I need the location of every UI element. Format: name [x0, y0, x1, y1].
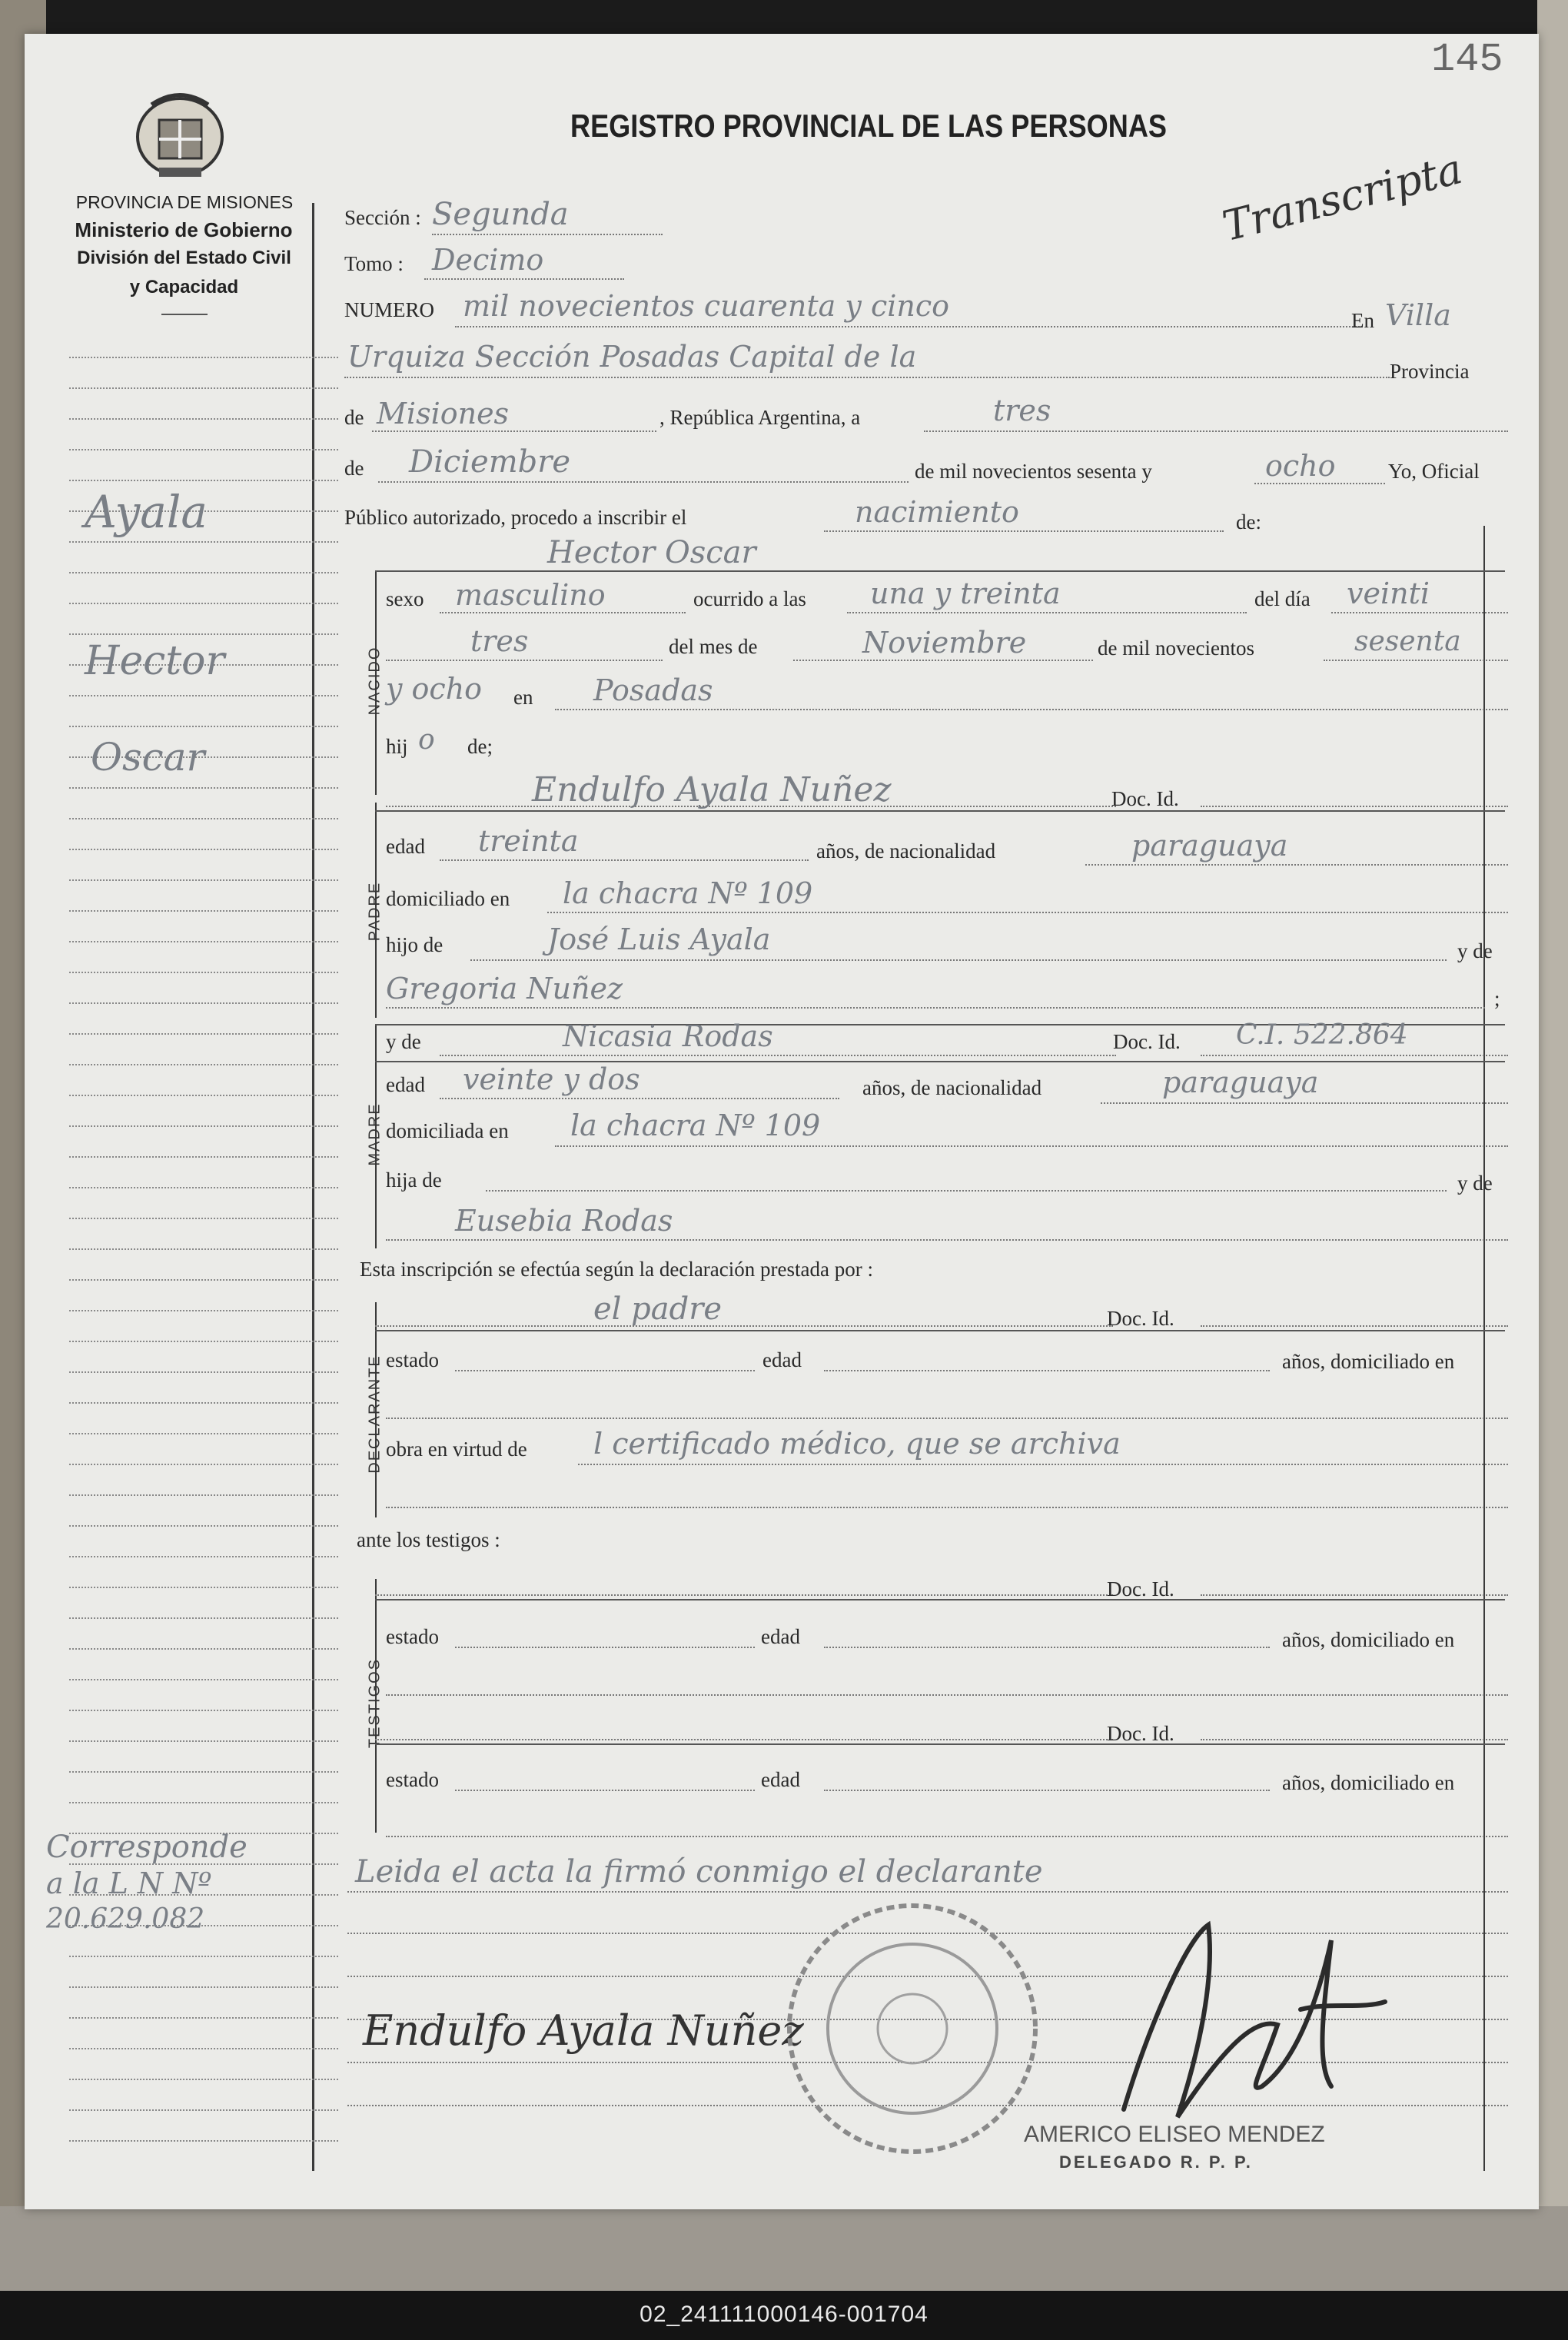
hora-value: una y treinta	[870, 577, 1061, 610]
en-value: Villa	[1385, 298, 1451, 332]
official-seal-icon	[778, 1894, 1047, 2163]
mil-sesenta-label: de mil novecientos sesenta y	[915, 460, 1152, 483]
margin-note-1: Corresponde	[46, 1830, 247, 1865]
margin-rule	[69, 1125, 338, 1127]
official-role: DELEGADO R. P. P.	[1059, 2152, 1253, 2172]
obra-line	[578, 1464, 1508, 1465]
book-edge-right	[1537, 0, 1568, 2275]
margin-rule	[69, 1556, 338, 1557]
declarante-edad-line	[824, 1370, 1270, 1371]
de-label: de	[344, 406, 364, 429]
margin-rule	[69, 1771, 338, 1773]
padre-nac-value: paraguaya	[1131, 829, 1288, 863]
margin-rule	[69, 1002, 338, 1004]
testigo1-edad-line	[824, 1647, 1270, 1648]
testigo2-dom-label: años, domiciliado en	[1282, 1771, 1455, 1794]
margin-rule	[69, 2048, 338, 2049]
margin-rule	[69, 1525, 338, 1527]
padre-padre-line	[470, 959, 1447, 961]
closing-line-1	[347, 1891, 1508, 1893]
acto-value: nacimiento	[855, 495, 1019, 529]
margin-rule	[69, 1956, 338, 1957]
mil-nov-label: de mil novecientos	[1098, 637, 1254, 660]
de-semicolon-label: de;	[467, 735, 493, 758]
dia-value: tres	[993, 394, 1051, 427]
testigo1-doc-line	[1201, 1594, 1508, 1596]
madre-nombre-value: Nicasia Rodas	[563, 1019, 773, 1053]
margin-rule	[69, 1648, 338, 1650]
margin-rule	[69, 2109, 338, 2111]
sexo-label: sexo	[386, 587, 424, 610]
dia-line	[924, 430, 1508, 432]
padre-semicolon: ;	[1494, 987, 1500, 1010]
division-label: División del Estado Civil	[77, 248, 291, 268]
margin-rule	[69, 1341, 338, 1342]
declarante-edad-label: edad	[762, 1348, 802, 1371]
en-label: En	[1351, 309, 1374, 332]
margin-rule	[69, 1679, 338, 1680]
header-underline	[161, 314, 208, 315]
testigo2-edad-line	[824, 1790, 1270, 1791]
republica-label: , República Argentina, a	[659, 406, 861, 429]
margin-rule	[69, 1187, 338, 1188]
declarante-signature: Endulfo Ayala Nuñez	[363, 2006, 804, 2055]
tomo-label: Tomo :	[344, 252, 404, 275]
image-id-label: 02_241111000146-001704	[639, 2302, 929, 2327]
madre-y-de2-label: y de	[1457, 1172, 1493, 1195]
margin-rule	[69, 1617, 338, 1619]
provincia-label: Provincia	[1390, 360, 1470, 383]
margin-rule	[69, 1033, 338, 1035]
margin-rule	[69, 1156, 338, 1158]
lugar-value: Urquiza Sección Posadas Capital de la	[347, 340, 917, 374]
de-colon-label: de:	[1236, 510, 1261, 533]
padre-padre-value: José Luis Ayala	[547, 922, 771, 956]
anio-nac-line	[1324, 660, 1508, 661]
padre-nombre-value: Endulfo Ayala Nuñez	[532, 770, 892, 809]
nombre-line	[375, 570, 1505, 572]
margin-rule	[69, 1279, 338, 1281]
margin-rule	[69, 1433, 338, 1434]
margin-rule	[69, 879, 338, 881]
margin-note-3: 20.629.082	[46, 1903, 205, 1935]
registry-page	[25, 34, 1539, 2209]
hijo-label: hij	[386, 735, 408, 758]
testigo1-dom-label: años, domiciliado en	[1282, 1628, 1455, 1651]
padre-dom-line	[547, 912, 1508, 913]
del-mes-label: del mes de	[669, 635, 758, 658]
margin-rule	[69, 818, 338, 819]
testigo2-doc-label: Doc. Id.	[1107, 1722, 1174, 1745]
testigo1-edad-label: edad	[761, 1625, 800, 1648]
margin-rule	[69, 1218, 338, 1219]
book-edge-bottom	[0, 2206, 1568, 2291]
seccion-line	[432, 234, 663, 235]
declarante-top-rule	[375, 1330, 1505, 1331]
madre-nac-value: paraguaya	[1162, 1065, 1319, 1099]
tomo-line	[424, 278, 624, 280]
margin-note-2: a la L N Nº	[46, 1866, 212, 1900]
page-number: 145	[1431, 37, 1503, 82]
madre-dom-label: domiciliada en	[386, 1119, 509, 1142]
testigo1-estado-line	[455, 1647, 755, 1648]
margin-rule	[69, 941, 338, 942]
testigo2-name-line	[375, 1739, 1113, 1740]
obra-label: obra en virtud de	[386, 1438, 527, 1461]
padre-edad-value: treinta	[478, 824, 579, 858]
testigo1-top-rule	[375, 1599, 1505, 1600]
ministry-label: Ministerio de Gobierno	[75, 218, 293, 241]
declarante-doc-line	[1201, 1325, 1508, 1327]
margin-rule	[69, 1064, 338, 1065]
padre-top-rule	[375, 810, 1505, 812]
anio-value: ocho	[1265, 449, 1336, 483]
madre-madre-value: Eusebia Rodas	[455, 1204, 673, 1238]
madre-dom-line	[555, 1145, 1508, 1147]
publico-label: Público autorizado, procedo a inscribir el	[344, 506, 687, 529]
madre-edad-label: edad	[386, 1073, 425, 1096]
declarante-extra-line	[386, 1418, 1508, 1419]
testigo2-extra-line	[386, 1836, 1508, 1837]
document-title: REGISTRO PROVINCIAL DE LAS PERSONAS	[570, 108, 1168, 144]
margin-rule	[69, 1310, 338, 1311]
margin-rule	[69, 1464, 338, 1465]
lugar-nac-value: Posadas	[593, 673, 713, 707]
margin-rule	[69, 603, 338, 604]
tomo-value: Decimo	[432, 243, 544, 277]
seccion-label: Sección :	[344, 206, 421, 229]
madre-hija-de-label: hija de	[386, 1168, 442, 1192]
testigo1-doc-label: Doc. Id.	[1107, 1577, 1174, 1600]
lugar-nac-line	[555, 709, 1508, 710]
margin-rule	[69, 1402, 338, 1404]
padre-y-de-label: y de	[1457, 939, 1493, 962]
anio-line	[1254, 483, 1385, 484]
madre-nombre-line	[440, 1055, 1116, 1056]
madre-edad-line	[440, 1098, 839, 1099]
ocurrido-label: ocurrido a las	[693, 587, 806, 610]
mes-value: Diciembre	[409, 444, 571, 480]
testigo2-top-rule	[375, 1743, 1505, 1745]
margin-surname: Ayala	[85, 486, 208, 538]
madre-doc-value: C.I. 522.864	[1236, 1019, 1408, 1051]
testigo2-doc-line	[1201, 1739, 1508, 1740]
dia-nac-line	[1331, 612, 1508, 613]
margin-rule	[69, 1587, 338, 1588]
margin-rule	[69, 1986, 338, 1988]
numero-label: NUMERO	[344, 298, 435, 321]
testigo1-estado-label: estado	[386, 1625, 439, 1648]
padre-madre-value: Gregoria Nuñez	[386, 972, 623, 1005]
padre-hijo-de-label: hijo de	[386, 933, 443, 956]
padre-nac-line	[1085, 864, 1508, 866]
coat-of-arms-icon	[128, 81, 232, 185]
margin-rule	[69, 572, 338, 573]
margin-rule	[69, 449, 338, 450]
province-label: PROVINCIA DE MISIONES	[75, 192, 294, 212]
sexo-line	[440, 612, 686, 613]
margin-rule	[69, 695, 338, 696]
dia-nac2-value: tres	[470, 624, 529, 658]
lugar-line	[344, 377, 1390, 378]
inscripcion-label: Esta inscripción se efectúa según la declaración prestada por :	[360, 1258, 873, 1281]
dia-nac2-line	[386, 660, 663, 661]
margin-rule	[69, 910, 338, 912]
madre-dom-value: la chacra Nº 109	[570, 1109, 821, 1142]
mes-line	[378, 481, 909, 483]
madre-nac-line	[1101, 1102, 1508, 1104]
margin-rule	[69, 480, 338, 481]
testigo2-estado-line	[455, 1790, 755, 1791]
mes-nac-line	[793, 660, 1093, 661]
declarante-estado-label: estado	[386, 1348, 439, 1371]
margin-rule	[69, 849, 338, 850]
official-name: AMERICO ELISEO MENDEZ	[1024, 2122, 1325, 2147]
margin-rule	[69, 1248, 338, 1250]
margin-rule	[69, 357, 338, 358]
padre-madre-line	[386, 1007, 1485, 1009]
ante-label: ante los testigos :	[357, 1528, 500, 1551]
official-signature-icon	[1101, 1894, 1393, 2156]
anio-nac-value: sesenta	[1354, 626, 1461, 657]
hijo-suffix: o	[418, 724, 435, 756]
en2-label: en	[513, 686, 533, 709]
madre-madre-line	[386, 1239, 1508, 1241]
margin-rule	[69, 2079, 338, 2080]
acto-line	[824, 530, 1224, 532]
padre-doc-line	[1201, 806, 1508, 807]
margin-rule	[69, 1095, 338, 1096]
margin-rule	[69, 1710, 338, 1711]
margin-name-1: Hector	[85, 638, 225, 684]
numero-line	[455, 326, 1362, 327]
numero-value: mil novecientos cuarenta y cinco	[463, 289, 950, 323]
right-border	[1483, 526, 1485, 2171]
margin-rule	[69, 2017, 338, 2019]
margin-rule	[69, 726, 338, 727]
madre-y-de-label: y de	[386, 1030, 421, 1053]
nacido-label: NACIDO	[366, 646, 384, 716]
yo-oficial-label: Yo, Oficial	[1388, 460, 1480, 483]
padre-doc-label: Doc. Id.	[1111, 787, 1179, 810]
mes-nac-value: Noviembre	[862, 626, 1027, 660]
margin-rule	[69, 541, 338, 543]
provincia-line	[372, 430, 656, 432]
padre-dom-value: la chacra Nº 109	[563, 876, 813, 910]
provincia-value: Misiones	[377, 397, 510, 430]
declarante-value: el padre	[593, 1291, 723, 1327]
margin-rule	[69, 2140, 338, 2142]
transcripta-annotation: Transcripta	[1218, 144, 1467, 251]
hora-line	[847, 612, 1247, 613]
leida-text: Leida el acta la firmó conmigo el declarante	[355, 1854, 1043, 1890]
testigo2-estado-label: estado	[386, 1768, 439, 1791]
margin-rule	[69, 787, 338, 789]
margin-rule	[69, 418, 338, 420]
seccion-value: Segunda	[432, 197, 569, 232]
padre-dom-label: domiciliado en	[386, 887, 510, 910]
margin-rule	[69, 1494, 338, 1496]
padre-nombre-line	[386, 806, 1116, 807]
declarante-dom-label: años, domiciliado en	[1282, 1350, 1455, 1373]
obra-extra-line	[386, 1507, 1508, 1508]
padre-edad-label: edad	[386, 835, 425, 858]
padre-label: PADRE	[366, 881, 384, 942]
madre-padre-line	[486, 1190, 1447, 1192]
anio-nac2-value: y ocho	[386, 672, 483, 706]
nombre-value: Hector Oscar	[547, 535, 756, 570]
madre-label: MADRE	[366, 1102, 384, 1166]
margin-rule	[69, 1740, 338, 1742]
margin-rule	[69, 633, 338, 635]
madre-nac-label: años, de nacionalidad	[862, 1076, 1042, 1099]
testigos-label: TESTIGOS	[366, 1657, 384, 1749]
margin-rule	[69, 1371, 338, 1373]
testigo1-extra-line	[386, 1694, 1508, 1696]
testigo1-name-line	[375, 1594, 1113, 1596]
margin-rule	[69, 972, 338, 973]
declarante-label: DECLARANTE	[366, 1354, 384, 1474]
dia-nac-value: veinti	[1347, 577, 1430, 610]
padre-nac-label: años, de nacionalidad	[816, 839, 996, 863]
de2-label: de	[344, 457, 364, 480]
padre-edad-line	[440, 859, 809, 861]
declarante-line	[375, 1325, 1113, 1327]
del-dia-label: del día	[1254, 587, 1311, 610]
testigo2-edad-label: edad	[761, 1768, 800, 1791]
sexo-value: masculino	[455, 578, 606, 612]
madre-doc-line	[1201, 1055, 1508, 1056]
obra-value: l certificado médico, que se archiva	[593, 1427, 1121, 1461]
margin-rule	[69, 1802, 338, 1803]
declarante-estado-line	[455, 1370, 755, 1371]
madre-edad-value: veinte y dos	[463, 1062, 640, 1096]
margin-name-2: Oscar	[91, 735, 205, 779]
madre-doc-label: Doc. Id.	[1113, 1030, 1181, 1053]
capacity-label: y Capacidad	[129, 277, 239, 297]
declarante-doc-label: Doc. Id.	[1107, 1307, 1174, 1330]
margin-rule	[69, 387, 338, 389]
